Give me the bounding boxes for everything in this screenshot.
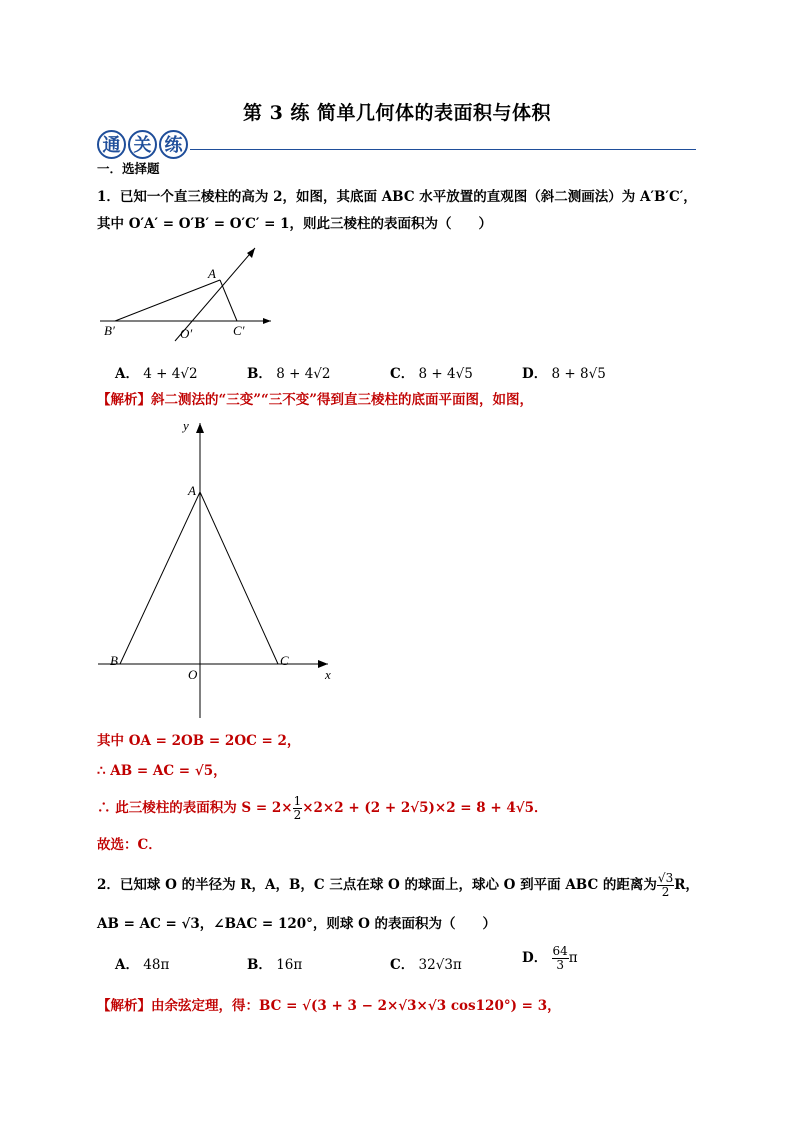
q1-text-line2: 其中 O′A′ = O′B′ = O′C′ = 1，则此三棱柱的表面积为（ ） <box>97 216 492 232</box>
q1-number: 1． <box>97 189 120 205</box>
q1-option-a: A． 4 + 4√2 <box>115 366 198 382</box>
label-x: x <box>325 667 331 682</box>
q1-text-line1: 已知一个直三棱柱的高为 2，如图，其底面 ABC 水平放置的直观图（斜二测画法）为 A′B′C′， <box>119 189 697 205</box>
q1-step3: ∴ 此三棱柱的表面积为 S = 2× $\frac{1}{2}$ ×2×2 + (2 + 2√5)×2 = 8 + 4√5． <box>97 794 548 822</box>
label-O: O′ <box>180 326 193 341</box>
q1-analysis: 【解析】斜二测法的“三变”“三不变”得到直三棱柱的底面平面图，如图， <box>97 392 534 408</box>
q2-option-d: D． $\frac{64}{3}$ π <box>522 944 578 972</box>
q2-text-line2: AB = AC = √3，∠BAC = 120°，则球 O 的表面积为（ ） <box>97 916 497 932</box>
label-C: C′ <box>233 323 245 338</box>
section-heading: 一．选择题 <box>97 161 160 176</box>
label-A: A <box>208 266 216 281</box>
q1-step2: ∴ AB = AC = √5， <box>97 763 227 779</box>
oblique-figure <box>95 240 285 345</box>
label-B: B′ <box>104 323 115 338</box>
plan-figure <box>95 415 345 720</box>
label-C: C <box>280 653 289 668</box>
q2-analysis: 【解析】由余弦定理，得：BC = √(3 + 3 − 2×√3×√3 cos120°) = 3， <box>97 998 561 1014</box>
q1-line1 <box>97 188 697 206</box>
badge-char: 关 <box>128 130 157 159</box>
badge-char: 练 <box>159 130 188 159</box>
q1-option-b: B． 8 + 4√2 <box>247 366 331 382</box>
q1-option-c: C． 8 + 4√5 <box>390 366 473 382</box>
q2-line1: 2．已知球 O 的半径为 R，A，B，C 三点在球 O 的球面上，球心 O 到平面 ABC 的距离为 $\frac{√3}{2}$ R， <box>97 871 699 899</box>
label-O: O <box>188 667 198 682</box>
label-y: y <box>183 418 189 433</box>
q2-option-a: A． 48π <box>115 957 170 973</box>
q1-step1: 其中 OA = 2OB = 2OC = 2， <box>97 733 301 749</box>
label-A: A <box>188 483 196 498</box>
q2-option-c: C． 32√3π <box>390 957 462 973</box>
page-title: 第 3 练 简单几何体的表面积与体积 <box>242 102 552 124</box>
q1-answer: 故选：C． <box>97 837 162 853</box>
badge-char: 通 <box>97 130 126 159</box>
label-B: B <box>110 653 118 668</box>
q1-option-d: D． 8 + 8√5 <box>522 366 606 382</box>
header-rule <box>190 149 696 150</box>
q2-option-b: B． 16π <box>247 957 303 973</box>
section-badge <box>97 128 190 160</box>
